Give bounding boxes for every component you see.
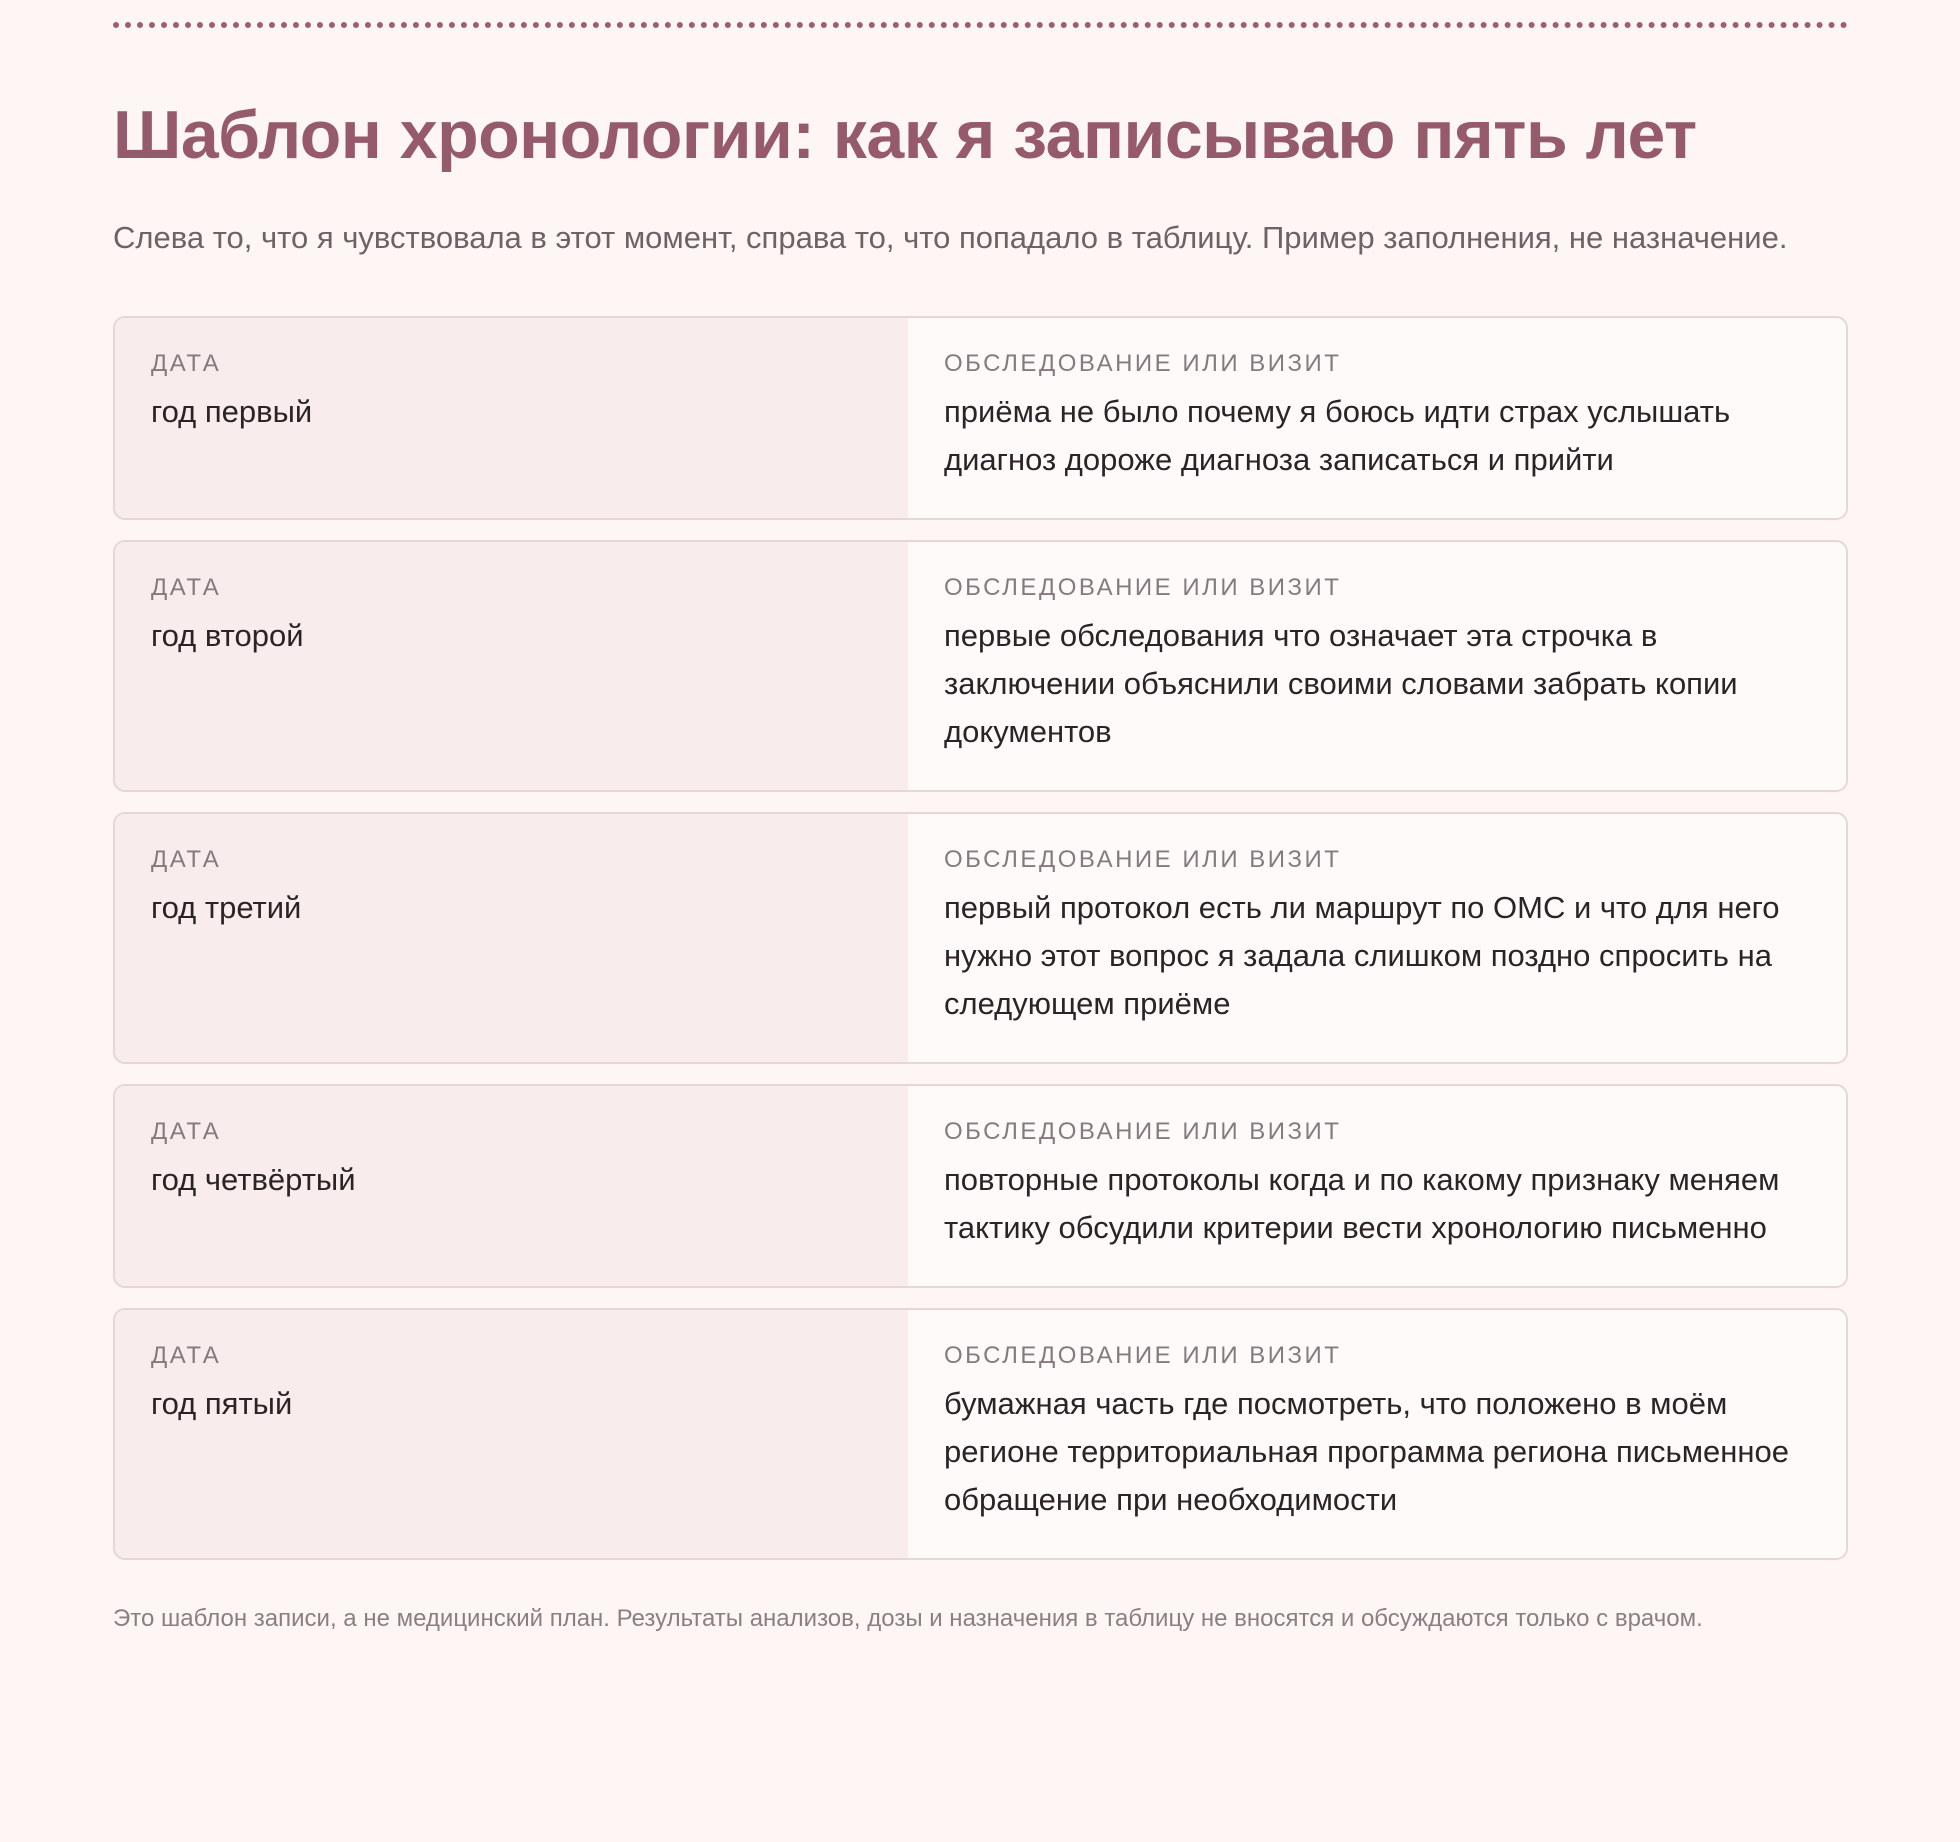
table-row	[113, 540, 1848, 792]
visit-value: первый протокол есть ли маршрут по ОМС и что для него нужно этот вопрос я задала слишком поздно спросить на следующем приёме	[944, 890, 1780, 1022]
date-value: год пятый	[151, 1386, 293, 1422]
visit-value: бумажная часть где посмотреть, что положено в моём регионе территориальная программа региона письменное обращение при необходимости	[944, 1386, 1789, 1518]
page-subtitle: Слева то, что я чувствовала в этот момент, справа то, что попадало в таблицу. Пример заполнения, не назначение.	[113, 220, 1788, 256]
date-value: год третий	[151, 890, 302, 926]
date-cell	[115, 1310, 908, 1558]
visit-label: ОБСЛЕДОВАНИЕ ИЛИ ВИЗИТ	[944, 350, 1342, 378]
visit-label: ОБСЛЕДОВАНИЕ ИЛИ ВИЗИТ	[944, 1342, 1342, 1370]
date-label: ДАТА	[151, 574, 222, 602]
visit-cell	[908, 542, 1846, 790]
timeline-table	[113, 316, 1848, 1560]
date-label: ДАТА	[151, 1118, 222, 1146]
visit-cell	[908, 1086, 1846, 1286]
date-cell	[115, 542, 908, 790]
date-label: ДАТА	[151, 350, 222, 378]
page-title: Шаблон хронологии: как я записываю пять лет	[113, 97, 1697, 173]
table-row	[113, 1308, 1848, 1560]
visit-value: первые обследования что означает эта строчка в заключении объяснили своими словами забрать копии документов	[944, 618, 1738, 750]
visit-value: приёма не было почему я боюсь идти страх услышать диагноз дороже диагноза записаться и прийти	[944, 394, 1731, 478]
table-row	[113, 316, 1848, 520]
date-cell	[115, 814, 908, 1062]
dotted-divider	[113, 22, 1848, 28]
visit-cell	[908, 318, 1846, 518]
date-label: ДАТА	[151, 846, 222, 874]
table-row	[113, 812, 1848, 1064]
visit-value: повторные протоколы когда и по какому признаку меняем тактику обсудили критерии вести хронологию письменно	[944, 1162, 1780, 1246]
visit-label: ОБСЛЕДОВАНИЕ ИЛИ ВИЗИТ	[944, 846, 1342, 874]
visit-label: ОБСЛЕДОВАНИЕ ИЛИ ВИЗИТ	[944, 1118, 1342, 1146]
visit-cell	[908, 1310, 1846, 1558]
page	[113, 0, 1848, 1636]
date-cell	[115, 318, 908, 518]
footnote: Это шаблон записи, а не медицинский план. Результаты анализов, дозы и назначения в таблицу не вносятся и обсуждаются только с врачом.	[113, 1605, 1703, 1633]
date-value: год четвёртый	[151, 1162, 356, 1198]
visit-cell	[908, 814, 1846, 1062]
visit-label: ОБСЛЕДОВАНИЕ ИЛИ ВИЗИТ	[944, 574, 1342, 602]
date-cell	[115, 1086, 908, 1286]
date-value: год второй	[151, 618, 304, 654]
date-value: год первый	[151, 394, 313, 430]
date-label: ДАТА	[151, 1342, 222, 1370]
table-row	[113, 1084, 1848, 1288]
